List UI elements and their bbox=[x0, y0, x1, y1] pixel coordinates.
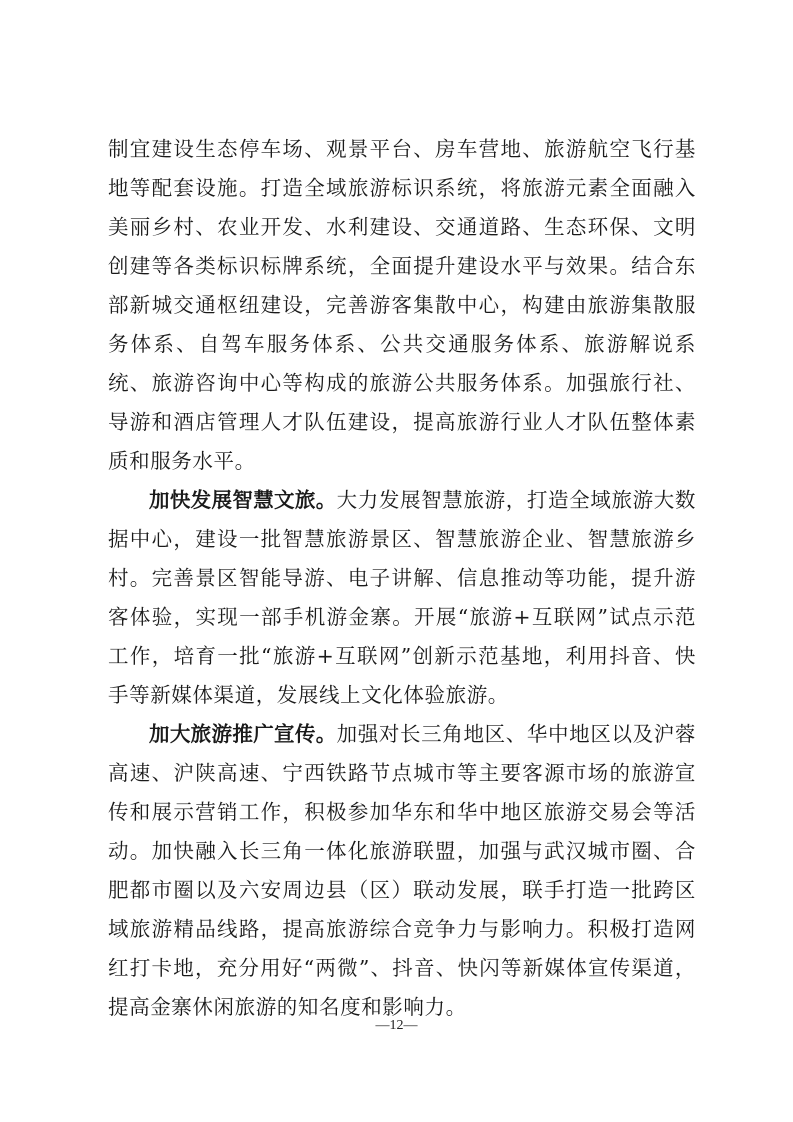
document-body bbox=[108, 130, 696, 1027]
page-number: —12— bbox=[375, 1018, 418, 1033]
paragraph-text: 制宜建设生态停车场、观景平台、房车营地、旅游航空飞行基地等配套设施。打造全域旅游标识系统，将旅游元素全面融入美丽乡村、农业开发、水利建设、交通道路、生态环保、文明创建等各类标识标牌系统，全面提升建设水平与效果。结合东部新城交通枢纽建设，完善游客集散中心，构建由旅游集散服务体系、自驾车服务体系、公共交通服务体系、旅游解说系统、旅游咨询中心等构成的旅游公共服务体系。加强旅行社、导游和酒店管理人才队伍建设，提高旅游行业人才队伍整体素质和服务水平。 bbox=[108, 137, 696, 473]
paragraph-continuation bbox=[108, 130, 696, 481]
paragraph-tourism-promotion bbox=[108, 715, 696, 1027]
paragraph-smart-tourism bbox=[108, 481, 696, 715]
paragraph-text: 加强对长三角地区、华中地区以及沪蓉高速、沪陕高速、宁西铁路节点城市等主要客源市场的旅游宣传和展示营销工作，积极参加华东和华中地区旅游交易会等活动。加快融入长三角一体化旅游联盟，加强与武汉城市圈、合肥都市圈以及六安周边县（区）联动发展，联手打造一批跨区域旅游精品线路，提高旅游综合竞争力与影响力。积极打造网红打卡地，充分用好“两微”、抖音、快闪等新媒体宣传渠道，提高金寨休闲旅游的知名度和影响力。 bbox=[108, 722, 696, 1019]
paragraph-heading: 加快发展智慧文旅。 bbox=[149, 488, 337, 512]
paragraph-heading: 加大旅游推广宣传。 bbox=[149, 722, 337, 746]
paragraph-text: 大力发展智慧旅游，打造全域旅游大数据中心，建设一批智慧旅游景区、智慧旅游企业、智慧旅游乡村。完善景区智能导游、电子讲解、信息推动等功能，提升游客体验，实现一部手机游金寨。开展“旅游+互联网”试点示范工作，培育一批“旅游+互联网”创新示范基地，利用抖音、快手等新媒体渠道，发展线上文化体验旅游。 bbox=[108, 488, 696, 707]
